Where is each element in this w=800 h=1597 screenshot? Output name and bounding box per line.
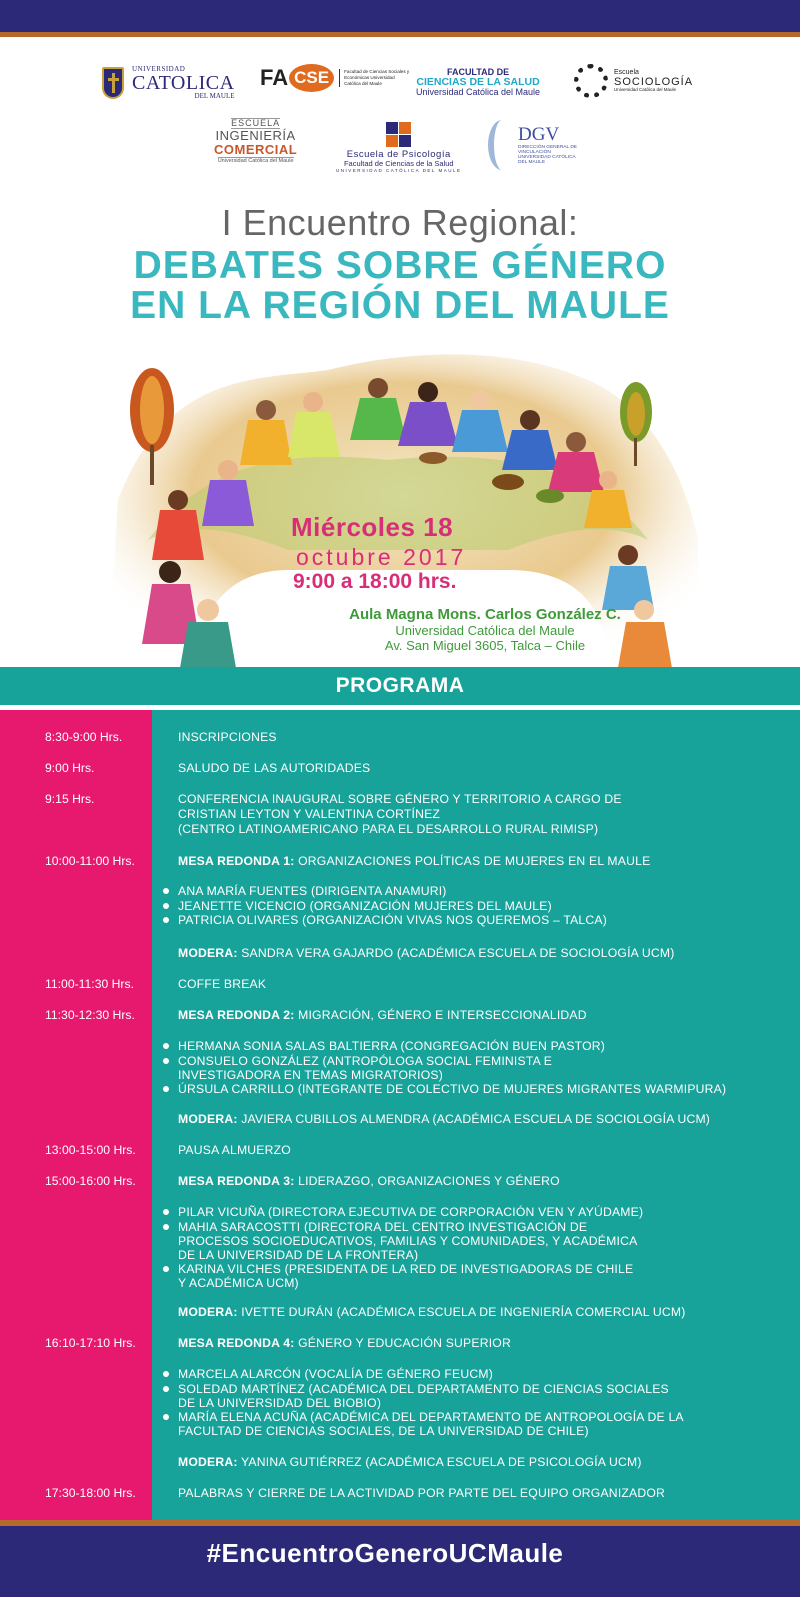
program-entry: SALUDO DE LAS AUTORIDADES	[178, 761, 371, 775]
event-weekday: Miércoles 18	[291, 512, 454, 542]
bullet-icon	[163, 1209, 169, 1215]
dgv-logo-line3: UNIVERSIDAD CATÓLICA DEL MAULE	[518, 154, 576, 165]
program-time: 11:30-12:30 Hrs.	[45, 1008, 135, 1022]
top-stripe	[0, 32, 800, 37]
moderator-name: YANINA GUTIÉRREZ (ACADÉMICA ESCUELA DE PSICOLOGÍA UCM)	[237, 1455, 642, 1469]
program-time: 9:15 Hrs.	[45, 792, 95, 806]
bullet-icon	[163, 1386, 169, 1392]
program-mesa-3	[178, 1174, 560, 1188]
program-entry: CRISTIAN LEYTON Y VALENTINA CORTÍNEZ	[178, 807, 441, 821]
salud-logo-line1: FACULTAD DE	[446, 67, 510, 77]
psico-logo-line1: Escuela de Psicología	[346, 149, 451, 160]
program-mesa-4	[178, 1336, 511, 1350]
speaker-item-cont: DE LA UNIVERSIDAD DE LA FRONTERA)	[178, 1248, 419, 1262]
ing-logo-line1: ESCUELA	[231, 118, 281, 128]
event-month-year: octubre 2017	[296, 544, 467, 570]
ingenieria-comercial-logo	[214, 118, 297, 164]
salud-logo-line3: Universidad Católica del Maule	[416, 87, 541, 98]
bullet-icon	[163, 1086, 169, 1092]
speaker-item-cont: FACULTAD DE CIENCIAS SOCIALES, DE LA UNIVERSIDAD DE CHILE)	[178, 1424, 589, 1438]
program-mesa-1	[178, 854, 650, 868]
event-venue: Aula Magna Mons. Carlos González C.	[349, 606, 621, 623]
dgv-arc-icon	[488, 120, 516, 170]
modera-label: MODERA:	[178, 1305, 238, 1319]
program-entry: COFFE BREAK	[178, 977, 267, 991]
mesa-label: MESA REDONDA 3:	[178, 1174, 295, 1188]
bullet-icon	[163, 1224, 169, 1230]
event-title-line1: I Encuentro Regional:	[221, 202, 579, 243]
modera-label: MODERA:	[178, 946, 238, 960]
speaker-item: JEANETTE VICENCIO (ORGANIZACIÓN MUJERES DEL MAULE)	[178, 899, 552, 913]
speaker-item: PILAR VICUÑA (DIRECTORA EJECUTIVA DE CORPORACIÓN VEN Y AYÚDAME)	[178, 1205, 644, 1219]
program-time: 11:00-11:30 Hrs.	[45, 977, 134, 991]
program-time: 10:00-11:00 Hrs.	[45, 854, 135, 868]
moderator-name: IVETTE DURÁN (ACADÉMICA ESCUELA DE INGENIERÍA COMERCIAL UCM)	[237, 1305, 686, 1319]
socio-logo-line1: Escuela	[614, 69, 639, 77]
mesa-label: MESA REDONDA 4:	[178, 1336, 295, 1350]
psicologia-mark-icon	[386, 122, 412, 148]
facse-logo	[260, 64, 411, 92]
speaker-item: ANA MARÍA FUENTES (DIRIGENTA ANAMURI)	[178, 884, 447, 898]
moderator-line	[178, 1305, 685, 1319]
bullet-icon	[163, 1414, 169, 1420]
mesa-topic: MIGRACIÓN, GÉNERO E INTERSECCIONALIDAD	[294, 1008, 587, 1022]
facse-mark-a: FA	[260, 65, 289, 90]
bullet-icon	[163, 903, 169, 909]
speaker-item: MAHIA SARACOSTTI (DIRECTORA DEL CENTRO INVESTIGACIÓN DE	[178, 1220, 588, 1234]
program-entry: INSCRIPCIONES	[178, 730, 277, 744]
program-time: 9:00 Hrs.	[45, 761, 95, 775]
ucm-shield-icon	[102, 67, 124, 99]
moderator-name: JAVIERA CUBILLOS ALMENDRA (ACADÉMICA ESCUELA DE SOCIOLOGÍA UCM)	[237, 1112, 711, 1126]
speaker-item: SOLEDAD MARTÍNEZ (ACADÉMICA DEL DEPARTAMENTO DE CIENCIAS SOCIALES	[178, 1382, 669, 1396]
event-title-line3: EN LA REGIÓN DEL MAULE	[130, 284, 670, 327]
speaker-item: PATRICIA OLIVARES (ORGANIZACIÓN VIVAS NOS QUEREMOS – TALCA)	[178, 913, 607, 927]
bullet-icon	[163, 1371, 169, 1377]
event-title-line2: DEBATES SOBRE GÉNERO	[133, 244, 667, 287]
program-time: 13:00-15:00 Hrs.	[45, 1143, 136, 1157]
program-time-column	[0, 710, 152, 1520]
bullet-icon	[163, 917, 169, 923]
program-entry: CONFERENCIA INAUGURAL SOBRE GÉNERO Y TERRITORIO A CARGO DE	[178, 792, 622, 806]
ing-logo-line3: COMERCIAL	[214, 142, 298, 158]
psico-logo-line3: UNIVERSIDAD CATÓLICA DEL MAULE	[336, 167, 462, 173]
bullet-icon	[163, 888, 169, 894]
program-time: 16:10-17:10 Hrs.	[45, 1336, 136, 1350]
sociologia-ring-icon	[574, 64, 608, 98]
ucm-logo	[102, 66, 235, 100]
program-mesa-2	[178, 1008, 587, 1022]
event-hashtag: #EncuentroGeneroUCMaule	[206, 1538, 564, 1568]
modera-label: MODERA:	[178, 1112, 238, 1126]
moderator-line	[178, 1455, 642, 1469]
mesa-label: MESA REDONDA 1:	[178, 854, 295, 868]
salud-logo-line2: CIENCIAS DE LA SALUD	[416, 76, 540, 89]
ucm-logo-line2: CATOLICA	[132, 72, 235, 94]
speaker-item: MARCELA ALARCÓN (VOCALÍA DE GÉNERO FEUCM)	[178, 1367, 493, 1381]
facse-subtitle: Facultad de Ciencias Sociales y Económicas Universidad Católica del Maule	[339, 69, 411, 86]
mesa-label: MESA REDONDA 2:	[178, 1008, 295, 1022]
dgv-logo-line1: DGV	[518, 123, 560, 145]
mesa-topic: LIDERAZGO, ORGANIZACIONES Y GÉNERO	[294, 1174, 560, 1188]
speaker-item-cont: DE LA UNIVERSIDAD DEL BIOBIO)	[178, 1396, 382, 1410]
program-entry: PAUSA ALMUERZO	[178, 1143, 291, 1157]
event-hours: 9:00 a 18:00 hrs.	[293, 570, 457, 593]
facse-mark	[260, 64, 334, 92]
moderator-line	[178, 1112, 710, 1126]
mesa-topic: GÉNERO Y EDUCACIÓN SUPERIOR	[294, 1336, 511, 1350]
speaker-item-cont: INVESTIGADORA EN TEMAS MIGRATORIOS)	[178, 1068, 444, 1082]
ing-logo-line4: Universidad Católica del Maule	[217, 157, 294, 164]
moderator-line	[178, 946, 675, 960]
program-time: 15:00-16:00 Hrs.	[45, 1174, 136, 1188]
moderator-name: SANDRA VERA GAJARDO (ACADÉMICA ESCUELA DE SOCIOLOGÍA UCM)	[237, 946, 675, 960]
ing-logo-line2: INGENIERÍA	[215, 128, 296, 144]
modera-label: MODERA:	[178, 1455, 238, 1469]
event-title-main	[0, 246, 800, 326]
ciencias-salud-logo	[416, 68, 540, 98]
socio-logo-line3: Universidad Católica del Maule	[614, 87, 677, 93]
dgv-logo	[488, 120, 578, 170]
speaker-item: HERMANA SONIA SALAS BALTIERRA (CONGREGACIÓN BUEN PASTOR)	[178, 1039, 606, 1053]
program-entry: (CENTRO LATINOAMERICANO PARA EL DESARROLLO RURAL RIMISP)	[178, 822, 599, 836]
event-university: Universidad Católica del Maule	[395, 623, 575, 638]
ucm-logo-line3: DEL MAULE	[194, 92, 235, 100]
psico-logo-line2: Facultad de Ciencias de la Salud	[343, 159, 454, 169]
program-time: 17:30-18:00 Hrs.	[45, 1486, 136, 1500]
speaker-item: MARÍA ELENA ACUÑA (ACADÉMICA DEL DEPARTAMENTO DE ANTROPOLOGÍA DE LA	[178, 1410, 684, 1424]
program-heading: PROGRAMA	[0, 667, 800, 705]
speaker-item: CONSUELO GONZÁLEZ (ANTROPÓLOGA SOCIAL FEMINISTA E	[178, 1054, 553, 1068]
event-address: Av. San Miguel 3605, Talca – Chile	[384, 638, 586, 653]
bullet-icon	[163, 1043, 169, 1049]
sociologia-logo	[574, 64, 693, 98]
program-entry: PALABRAS Y CIERRE DE LA ACTIVIDAD POR PARTE DEL EQUIPO ORGANIZADOR	[178, 1486, 666, 1500]
program-time: 8:30-9:00 Hrs.	[45, 730, 123, 744]
psicologia-logo	[336, 122, 462, 174]
top-band	[0, 0, 800, 32]
socio-logo-line2: SOCIOLOGÍA	[614, 75, 694, 88]
speaker-item-cont: Y ACADÉMICA UCM)	[178, 1276, 299, 1290]
dgv-logo-line2: DIRECCIÓN GENERAL DE VINCULACIÓN	[518, 144, 577, 155]
speaker-item: KARINA VILCHES (PRESIDENTA DE LA RED DE INVESTIGADORAS DE CHILE	[178, 1262, 634, 1276]
bullet-icon	[163, 1058, 169, 1064]
mesa-topic: ORGANIZACIONES POLÍTICAS DE MUJERES EN EL MAULE	[294, 854, 651, 868]
facse-mark-b: CSE	[289, 64, 334, 92]
speaker-item: ÚRSULA CARRILLO (INTEGRANTE DE COLECTIVO DE MUJERES MIGRANTES WARMIPURA)	[178, 1082, 727, 1096]
speaker-item-cont: PROCESOS SOCIOEDUCATIVOS, FAMILIAS Y COMUNIDADES, Y ACADÉMICA	[178, 1234, 638, 1248]
ucm-logo-line1: UNIVERSIDAD	[132, 65, 186, 73]
bullet-icon	[163, 1266, 169, 1272]
